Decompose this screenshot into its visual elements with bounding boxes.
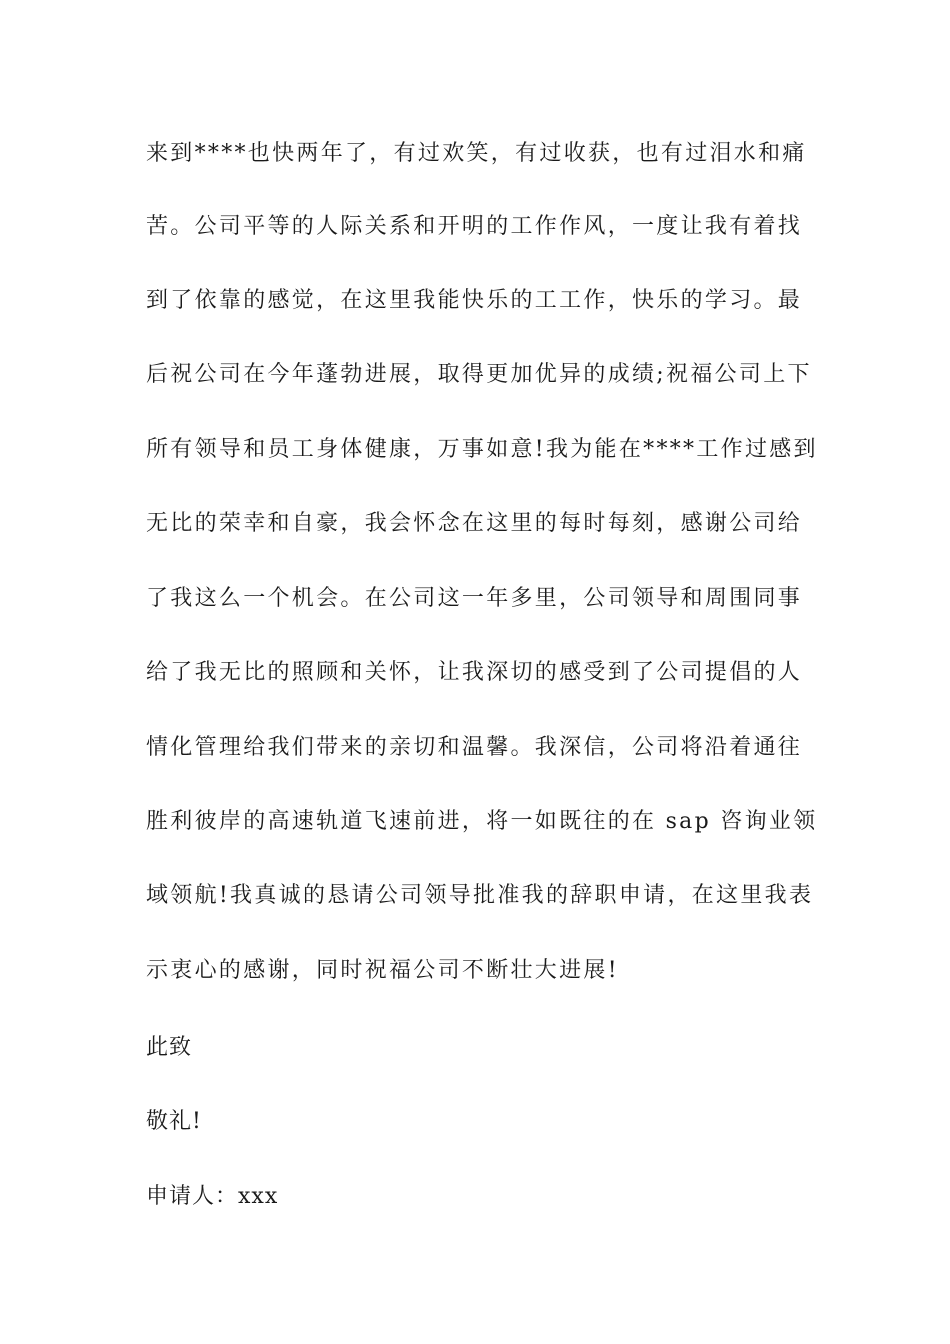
body-line-12: 示衷心的感谢，同时祝福公司不断壮大进展! — [146, 958, 619, 983]
body-line-4: 后祝公司在今年蓬勃进展，取得更加优异的成绩;祝福公司上下 — [146, 362, 812, 387]
body-line-8: 给了我无比的照顾和关怀，让我深切的感受到了公司提倡的人 — [146, 660, 803, 685]
body-line-2: 苦。公司平等的人际关系和开明的工作作风，一度让我有着找 — [146, 214, 803, 239]
salutation-text: 敬礼! — [146, 1109, 202, 1134]
body-line-9: 情化管理给我们带来的亲切和温馨。我深信，公司将沿着通往 — [146, 735, 803, 760]
body-line-7: 了我这么一个机会。在公司这一年多里，公司领导和周围同事 — [146, 586, 803, 611]
applicant-signature: 申请人：xxx — [146, 1184, 279, 1209]
body-line-10: 胜利彼岸的高速轨道飞速前进，将一如既往的在 sap 咨询业领 — [146, 809, 818, 834]
body-line-3: 到了依靠的感觉，在这里我能快乐的工工作，快乐的学习。最 — [146, 288, 803, 313]
body-line-1: 来到****也快两年了，有过欢笑，有过收获，也有过泪水和痛 — [146, 141, 807, 166]
body-line-6: 无比的荣幸和自豪，我会怀念在这里的每时每刻，感谢公司给 — [146, 511, 803, 536]
closing-text: 此致 — [146, 1035, 193, 1060]
body-line-5: 所有领导和员工身体健康，万事如意!我为能在****工作过感到 — [146, 437, 818, 462]
body-line-11: 域领航!我真诚的恳请公司领导批准我的辞职申请，在这里我表 — [146, 883, 814, 908]
